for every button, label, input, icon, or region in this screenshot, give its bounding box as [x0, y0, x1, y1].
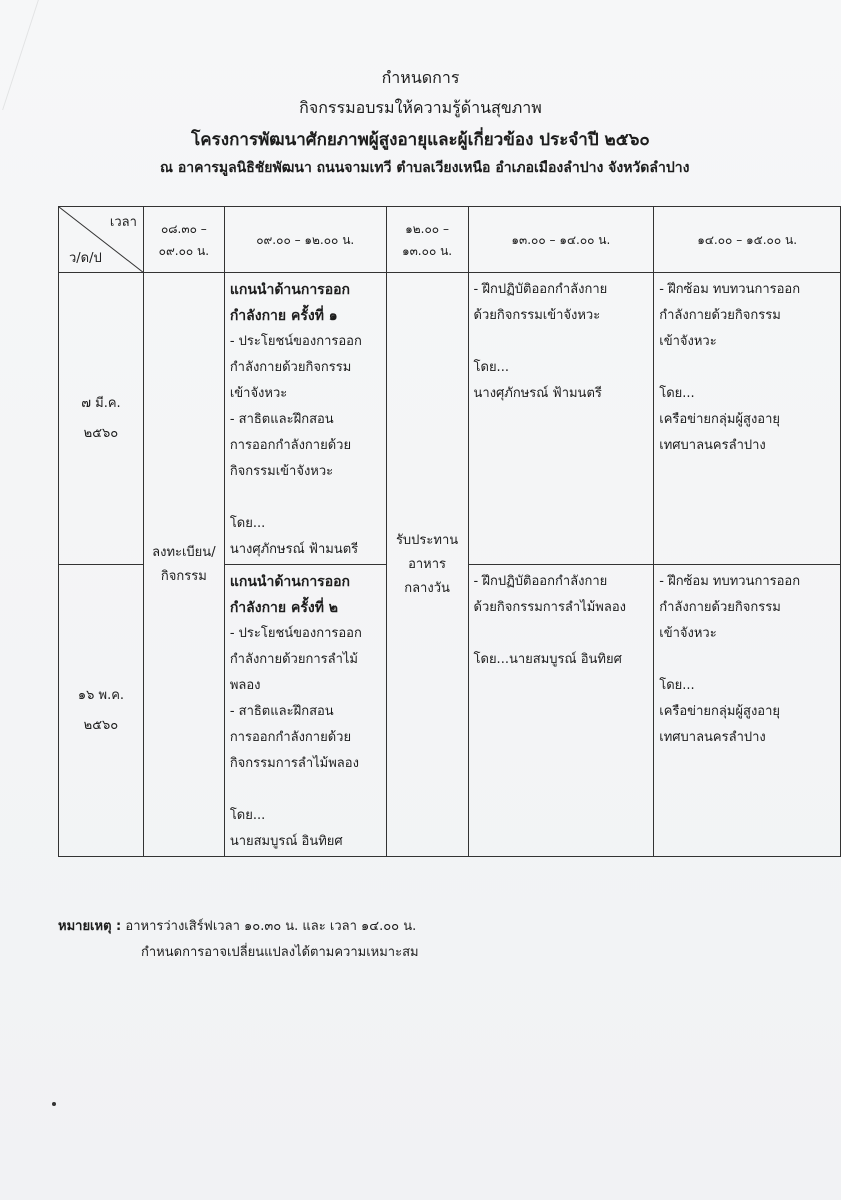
afternoon-review-cell: - ฝึกซ้อม ทบทวนการออก กำลังกายด้วยกิจกรรม เข้าจังหวะ โดย... เครือข่ายกลุ่มผู้สูงอายุ เทศบาลนครลำปาง [654, 273, 841, 565]
project-title: โครงการพัฒนาศักยภาพผู้สูงอายุและผู้เกี่ยวข้อง ประจำปี ๒๕๖๐ [191, 130, 650, 150]
date-cell: ๗ มี.ค. ๒๕๖๐ [59, 273, 144, 565]
table-header-row [59, 207, 841, 273]
corner-date-label: ว/ด/ป [69, 251, 102, 266]
ink-speck [52, 1102, 56, 1106]
date-cell: ๑๖ พ.ค. ๒๕๖๐ [59, 565, 144, 857]
remark-label: หมายเหตุ : [58, 919, 122, 934]
afternoon-practice-cell: - ฝึกปฏิบัติออกกำลังกาย ด้วยกิจกรรมการลำไม้พลอง โดย...นายสมบูรณ์ อินทิยศ [468, 565, 654, 857]
schedule-table [58, 206, 841, 857]
remark-text-2: กำหนดการอาจเปลี่ยนแปลงได้ตามความเหมาะสม [141, 945, 419, 960]
remark-text-1: อาหารว่างเสิร์ฟเวลา ๑๐.๓๐ น. และ เวลา ๑๔.๐๐ น. [125, 919, 417, 934]
paper-crease [2, 0, 99, 110]
venue-line: ณ อาคารมูลนิธิชัยพัฒนา ถนนจามเทวี ตำบลเวียงเหนือ อำเภอเมืองลำปาง จังหวัดลำปาง [160, 160, 690, 176]
time-header-1200: ๑๒.๐๐ – ๑๓.๐๐ น. [386, 207, 468, 273]
remark-line-1 [58, 914, 419, 940]
doc-title: กำหนดการ [381, 68, 460, 87]
remarks [58, 914, 419, 966]
doc-subtitle: กิจกรรมอบรมให้ความรู้ด้านสุขภาพ [299, 98, 542, 117]
lunch-cell: รับประทาน อาหาร กลางวัน [386, 273, 468, 857]
morning-session-cell: แกนนำด้านการออก กำลังกาย ครั้งที่ ๑ - ประโยชน์ของการออก กำลังกายด้วยกิจกรรม เข้าจังหวะ - สาธิตและฝึกสอน การออกกำลังกายด้วย กิจกรรมเข้าจังหวะ โดย... นางศุภักษรณ์ ฟ้ามนตรี [224, 273, 386, 565]
time-header-1300: ๑๓.๐๐ – ๑๔.๐๐ น. [468, 207, 654, 273]
corner-cell [59, 207, 144, 273]
table-row [59, 273, 841, 565]
morning-session-cell: แกนนำด้านการออก กำลังกาย ครั้งที่ ๒ - ประโยชน์ของการออก กำลังกายด้วยการลำไม้ พลอง - สาธิตและฝึกสอน การออกกำลังกายด้วย กิจกรรมการลำไม้พลอง โดย... นายสมบูรณ์ อินทิยศ [224, 565, 386, 857]
register-cell: ลงทะเบียน/ กิจกรรม [143, 273, 224, 857]
afternoon-review-cell: - ฝึกซ้อม ทบทวนการออก กำลังกายด้วยกิจกรรม เข้าจังหวะ โดย... เครือข่ายกลุ่มผู้สูงอายุ เทศบาลนครลำปาง [654, 565, 841, 857]
corner-time-label: เวลา [109, 215, 137, 230]
time-header-1400: ๑๔.๐๐ – ๑๕.๐๐ น. [654, 207, 841, 273]
time-header-0900: ๐๙.๐๐ – ๑๒.๐๐ น. [224, 207, 386, 273]
afternoon-practice-cell: - ฝึกปฏิบัติออกกำลังกาย ด้วยกิจกรรมเข้าจังหวะ โดย... นางศุภักษรณ์ ฟ้ามนตรี [468, 273, 654, 565]
time-header-0830: ๐๘.๓๐ – ๐๙.๐๐ น. [143, 207, 224, 273]
